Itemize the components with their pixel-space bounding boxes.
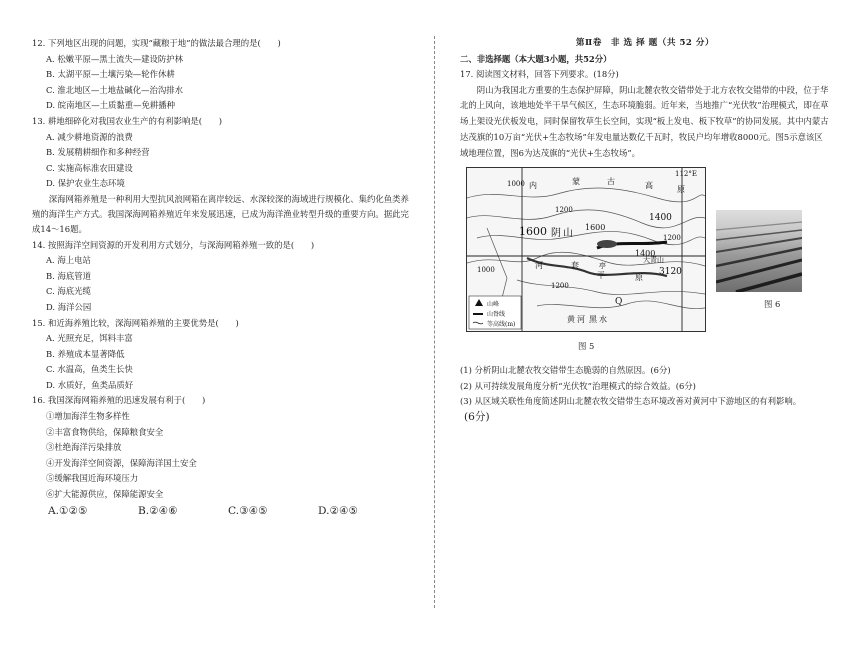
figure-5-caption: 图 5	[578, 341, 595, 352]
q15-option-a: A. 光照充足，饵料丰富	[46, 333, 133, 344]
q15-option-b: B. 养殖成本显著降低	[46, 348, 125, 359]
question-13	[32, 114, 410, 192]
q14-option-a: A. 海上电站	[46, 255, 91, 266]
q16-item-3: ③杜绝海洋污染排放	[46, 442, 122, 453]
q14-option-c: C. 海底光缆	[46, 286, 91, 297]
place-label: 高	[645, 181, 653, 191]
q16-item-6: ⑥扩大能源供应，保障能源安全	[46, 489, 164, 500]
q13-option-b: B. 发展精耕细作和多种经营	[46, 147, 150, 158]
column-divider	[434, 36, 435, 608]
place-label: 平	[597, 271, 605, 281]
legend-contour-label: 等高线(m)	[487, 321, 516, 329]
mountain-mass	[597, 240, 617, 248]
question-15	[32, 316, 410, 394]
q16-stem: 16. 我国深海网箱养殖的迅速发展有利于( )	[32, 395, 206, 406]
q15-option-c: C. 水温高，鱼类生长快	[46, 364, 133, 375]
q16-answer-a: A.①②⑤	[48, 504, 88, 517]
contour-line	[517, 280, 705, 295]
place-label: 亭	[599, 262, 606, 271]
contour-label: 1600	[585, 223, 606, 233]
q13-option-a: A. 减少耕地资源的浪费	[46, 131, 133, 142]
contour-label: 1200	[555, 206, 573, 215]
contour-label: 1400	[649, 213, 672, 224]
legend-peak-label: 山峰	[487, 301, 500, 309]
q12-option-a: A. 松嫩平原—黑土流失—建设防护林	[46, 53, 183, 64]
q16-item-2: ②丰富食物供给，保障粮食安全	[46, 426, 164, 437]
place-label: 内	[529, 181, 537, 191]
passage-14-16: 深海网箱养殖是一种利用大型抗风浪网箱在离岸较远、水深较深的海域进行规模化、集约化鱼类养殖的海洋生产方式。我国深海网箱养殖近年来发展迅速，已成为海洋渔业转型升级的重要方向。据此完成14～16题。	[32, 193, 409, 235]
place-label: 古	[607, 177, 615, 187]
peak-height-label: 3120	[659, 267, 682, 278]
q12-option-d: D. 皖南地区—土质黏重—免耕播种	[46, 100, 175, 111]
place-label: 河	[535, 261, 543, 271]
right-column	[460, 36, 830, 426]
q12-option-b: B. 太湖平原—土壤污染—轮作休耕	[46, 69, 175, 80]
place-label: 原	[635, 273, 643, 283]
panel-row	[716, 230, 802, 240]
q13-stem: 13. 耕地细碎化对我国农业生产的有利影响是( )	[32, 115, 223, 126]
solar-panels-graphic	[716, 210, 802, 292]
q17-sub-1: (1) 分析阴山北麓农牧交错带生态脆弱的自然原因。(6分)	[460, 365, 671, 376]
q15-stem: 15. 和近海养殖比较，深海网箱养殖的主要优势是( )	[32, 317, 239, 328]
contour-label: 1000	[507, 180, 525, 189]
q16-answer-d: D.②④⑤	[318, 504, 358, 517]
contour-label: 1200	[663, 234, 681, 243]
contour-label: 1600	[519, 225, 547, 239]
place-label: 阴	[551, 228, 561, 240]
left-column	[32, 36, 410, 519]
contour-line	[467, 253, 705, 267]
place-label: 套	[571, 261, 579, 271]
place-label: 黄	[567, 315, 575, 325]
figure-5-map	[466, 167, 706, 332]
q14-option-d: D. 海洋公园	[46, 301, 92, 312]
place-label: 大青山	[643, 256, 664, 265]
contour-label: 1400	[635, 249, 656, 259]
q14-stem: 14. 按照海洋空间资源的开发利用方式划分，与深海网箱养殖一致的是( )	[32, 239, 315, 250]
q13-option-d: D. 保护农业生态环境	[46, 178, 125, 189]
q16-item-4: ④开发海洋空间资源，保障海洋国土安全	[46, 457, 197, 468]
question-16	[32, 393, 410, 519]
contour-line	[467, 188, 705, 202]
panel-row	[736, 274, 802, 292]
q16-item-1: ①增加海洋生物多样性	[46, 411, 130, 422]
q16-item-5: ⑤缓解我国近海环境压力	[46, 473, 139, 484]
place-label: 河	[577, 315, 585, 325]
figure-6-photo	[716, 210, 802, 292]
place-label: 蒙	[572, 177, 580, 187]
q16-answer-b: B.②④⑥	[138, 504, 178, 517]
section-heading: 二、非选择题（本大题3小题，共52分）	[460, 53, 612, 64]
longitude-label: 112°E	[675, 170, 697, 179]
contour-label: 1200	[551, 282, 569, 291]
q14-option-b: B. 海底管道	[46, 270, 91, 281]
q13-option-c: C. 实施高标准农田建设	[46, 162, 133, 173]
q16-answer-choices	[32, 504, 410, 520]
question-14	[32, 238, 410, 316]
q17-material: 阴山为我国北方重要的生态保护屏障，阴山北麓农牧交错带处于北方农牧交错带的中段，位于华北的上风向，该地地处半干旱气候区，生态环境脆弱。近年来，当地推广“光伏牧”治理模式，即在草场上架设光伏板发电，同时保留牧草生长空间，实现“板上发电、板下牧草”的协同发展。其中内蒙古达茂旗的10万亩“光伏+生态牧场”年发电量达数亿千瓦时，牧民户均年增收8000元。图5示意该区域地理位置，图6为达茂旗的“光伏+生态牧场”。	[460, 84, 829, 158]
q17-stem: 17. 阅读图文材料，回答下列要求。(18分)	[460, 69, 619, 80]
q17-sub-3: (3) 从区域关联性角度简述阴山北麓农牧交错带生态环境改善对黄河中下游地区的有利影响。	[460, 396, 802, 407]
q16-answer-c: C.③④⑤	[228, 504, 268, 517]
legend-ridge-label: 山脊线	[487, 311, 506, 319]
q12-stem: 12. 下列地区出现的问题，实现“藏粮于地”的做法最合理的是( )	[32, 38, 281, 48]
panel-row	[716, 222, 802, 230]
place-label: Q	[615, 297, 623, 308]
part-title: 第Ⅱ卷 非 选 择 题（共 52 分）	[575, 38, 715, 48]
q17-sub-2: (2) 从可持续发展角度分析“光伏牧”治理模式的综合效益。(6分)	[460, 380, 696, 391]
q12-option-c: C. 淮北地区—土地盐碱化—治沟排水	[46, 84, 184, 95]
map-graphic	[467, 168, 705, 331]
contour-label: 1000	[477, 266, 495, 275]
place-label: 山	[563, 228, 573, 240]
figure-6-caption: 图 6	[764, 299, 781, 310]
place-label: 水	[599, 315, 607, 325]
place-label: 黑	[589, 315, 597, 325]
q17-sub-3-score: (6分)	[464, 411, 490, 424]
place-label: 原	[677, 185, 685, 195]
question-12	[32, 36, 410, 114]
q15-option-d: D. 水质好，鱼类品质好	[46, 379, 134, 390]
figures	[460, 165, 830, 363]
